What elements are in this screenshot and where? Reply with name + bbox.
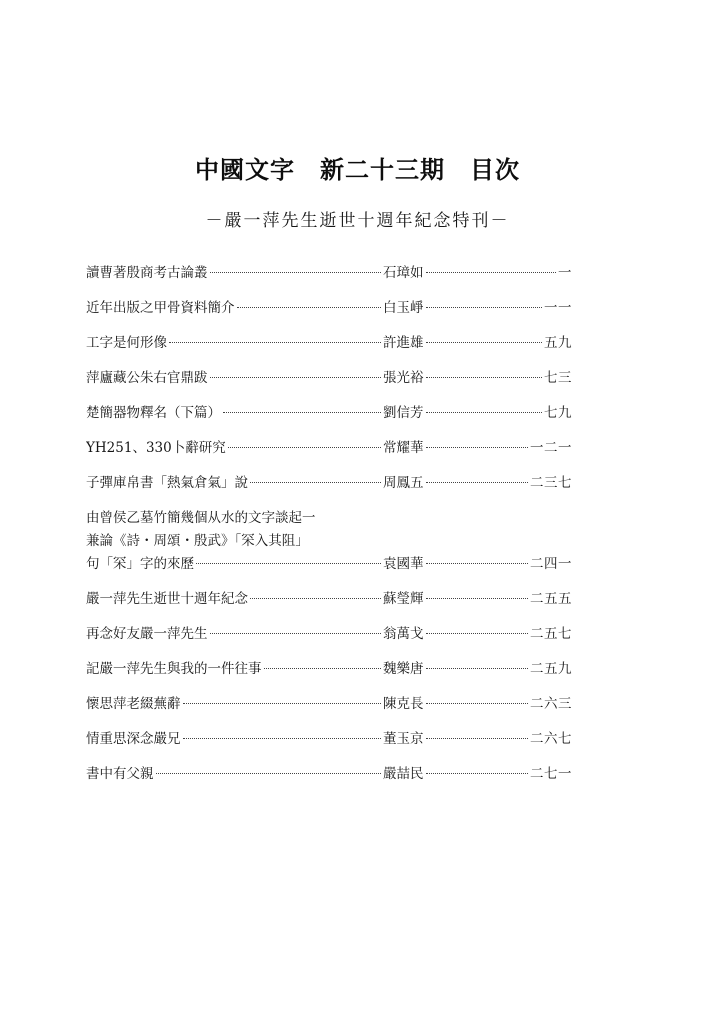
dot-leader — [426, 632, 529, 634]
entry-page: 二六七 — [530, 731, 572, 747]
entry-page: 二七一 — [530, 766, 572, 782]
toc-entry — [86, 623, 572, 658]
entry-title: 近年出版之甲骨資料簡介 — [86, 300, 235, 316]
entry-author: 袁國華 — [383, 556, 424, 572]
dot-leader — [426, 481, 529, 483]
dot-leader — [426, 271, 557, 273]
dot-leader — [210, 376, 382, 378]
toc-entry — [86, 332, 572, 367]
dot-leader — [228, 446, 381, 448]
toc-entry — [86, 262, 572, 297]
entry-author: 劉信芳 — [383, 405, 424, 421]
entry-title: 記嚴一萍先生與我的一件往事 — [86, 661, 262, 677]
entry-page: 二六三 — [530, 696, 572, 712]
dot-leader — [426, 737, 529, 739]
toc-entry — [86, 402, 572, 437]
dot-leader — [426, 376, 543, 378]
dot-leader — [426, 411, 543, 413]
toc-entry — [86, 297, 572, 332]
entry-page: 二四一 — [530, 556, 572, 572]
dot-leader — [426, 597, 529, 599]
dot-leader — [264, 667, 382, 669]
entry-author: 許進雄 — [383, 335, 424, 351]
dot-leader — [169, 341, 381, 343]
entry-title: 子彈庫帛書「熱氣倉氣」說 — [86, 475, 248, 491]
entry-author: 常耀華 — [383, 440, 424, 456]
entry-title-line: 兼論《詩・周頌・殷武》「罙入其阻」 — [86, 533, 309, 549]
entry-title: 書中有父親 — [86, 766, 154, 782]
toc-entry — [86, 437, 572, 472]
toc-entry — [86, 588, 572, 623]
entry-page: 二五九 — [530, 661, 572, 677]
entry-title: YH251、330卜辭研究 — [86, 440, 226, 456]
entry-title: 工字是何形像 — [86, 335, 167, 351]
entry-page: 一二一 — [530, 440, 572, 456]
dot-leader — [210, 632, 382, 634]
dot-leader — [426, 306, 543, 308]
dot-leader — [223, 411, 381, 413]
entry-title: 句「罙」字的來歷 — [86, 556, 194, 572]
entry-author: 陳克長 — [383, 696, 424, 712]
entry-title: 萍廬藏公朱右官鼎跋 — [86, 370, 208, 386]
entry-title: 楚簡器物釋名（下篇） — [86, 405, 221, 421]
entry-title: 讀曹著殷商考古論叢 — [86, 265, 208, 281]
dot-leader — [210, 271, 382, 273]
toc-entry — [86, 553, 572, 588]
entry-author: 張光裕 — [383, 370, 424, 386]
entry-title-line: 由曾侯乙墓竹簡幾個从水的文字談起一 — [86, 510, 316, 526]
entry-author: 蘇瑩輝 — [383, 591, 424, 607]
dot-leader — [426, 446, 529, 448]
dot-leader — [183, 737, 382, 739]
toc-entry — [86, 763, 572, 798]
dot-leader — [237, 306, 382, 308]
dot-leader — [250, 597, 381, 599]
page-subtitle: －嚴一萍先生逝世十週年紀念特刊－ — [205, 211, 510, 231]
dot-leader — [183, 702, 382, 704]
toc-entry-multiline — [86, 507, 572, 588]
dot-leader — [426, 702, 529, 704]
toc-entry — [86, 367, 572, 402]
entry-page: 一 — [558, 265, 572, 281]
entry-author: 石璋如 — [383, 265, 424, 281]
entry-author: 周鳳五 — [383, 475, 424, 491]
entry-author: 白玉崢 — [383, 300, 424, 316]
dot-leader — [426, 562, 529, 564]
entry-page: 二五五 — [530, 591, 572, 607]
dot-leader — [426, 341, 543, 343]
entry-page: 五九 — [544, 335, 572, 351]
entry-author: 嚴喆民 — [383, 766, 424, 782]
entry-author: 翁萬戈 — [383, 626, 424, 642]
dot-leader — [156, 772, 382, 774]
entry-title: 再念好友嚴一萍先生 — [86, 626, 208, 642]
entry-title: 懷思萍老綴蕪辭 — [86, 696, 181, 712]
toc-entry — [86, 693, 572, 728]
dot-leader — [426, 772, 529, 774]
entry-author: 魏樂唐 — [383, 661, 424, 677]
page-title: 中國文字 新二十三期 目次 — [195, 155, 520, 184]
table-of-contents — [86, 262, 572, 798]
entry-page: 七九 — [544, 405, 572, 421]
entry-author: 董玉京 — [383, 731, 424, 747]
dot-leader — [196, 562, 381, 564]
dot-leader — [250, 481, 381, 483]
entry-page: 二三七 — [530, 475, 572, 491]
entry-title: 情重思深念嚴兄 — [86, 731, 181, 747]
toc-entry — [86, 658, 572, 693]
entry-page: 七三 — [544, 370, 572, 386]
toc-entry — [86, 728, 572, 763]
entry-title: 嚴一萍先生逝世十週年紀念 — [86, 591, 248, 607]
entry-page: 一一 — [544, 300, 572, 316]
dot-leader — [426, 667, 529, 669]
toc-entry — [86, 472, 572, 507]
entry-page: 二五七 — [530, 626, 572, 642]
